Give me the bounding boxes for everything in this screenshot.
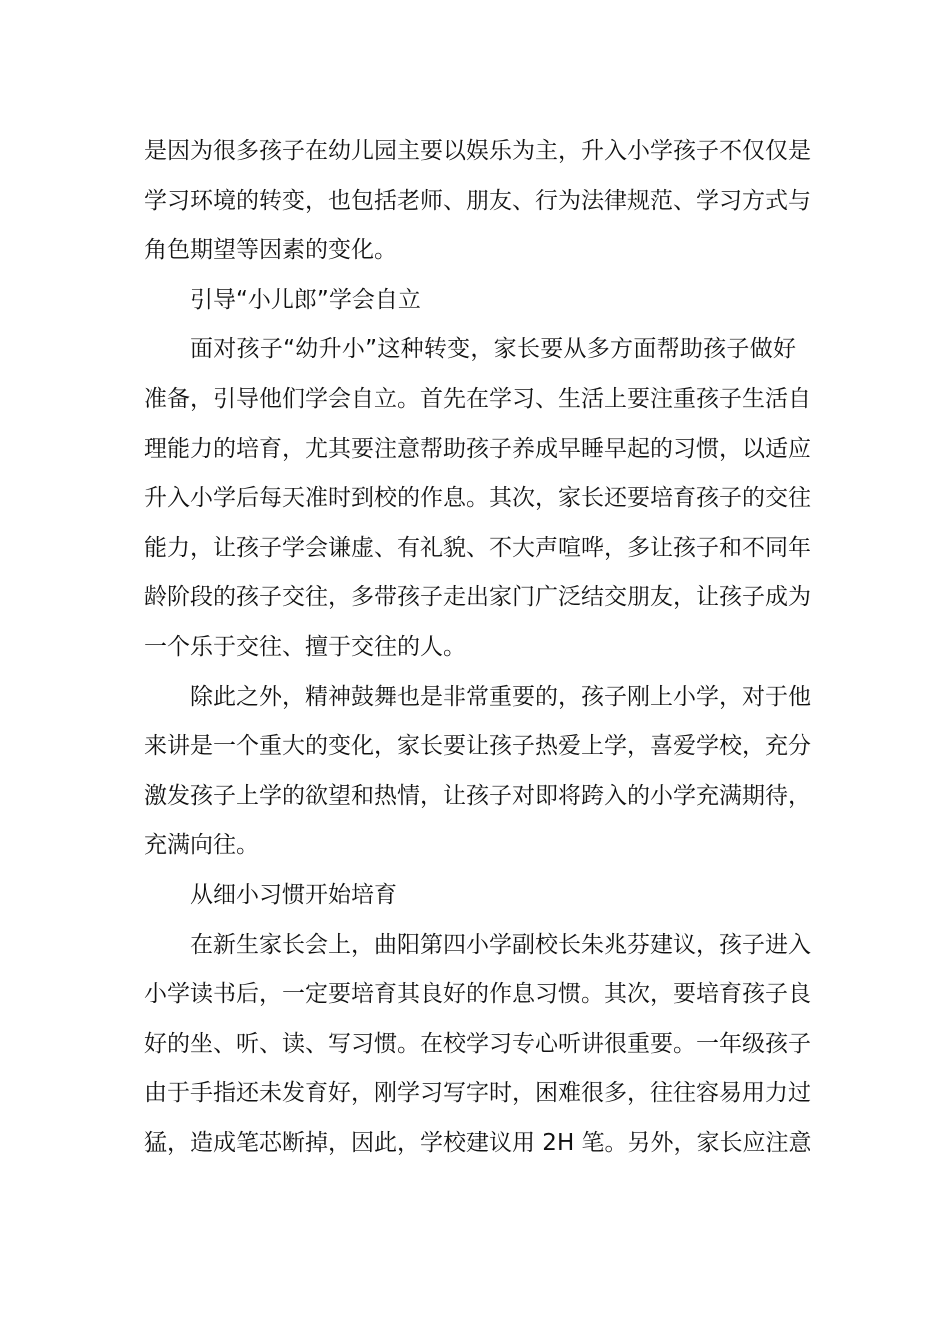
body-line: 好的坐、听、读、写习惯。在校学习专心听讲很重要。一年级孩子 [144, 1030, 811, 1057]
body-line: 除此之外，精神鼓舞也是非常重要的，孩子刚上小学，对于他 [190, 683, 811, 710]
body-line: 由于手指还未发育好，刚学习写字时，困难很多，往往容易用力过 [144, 1080, 811, 1107]
body-line: 在新生家长会上，曲阳第四小学副校长朱兆芬建议，孩子进入 [190, 931, 811, 958]
body-line: 能力，让孩子学会谦虚、有礼貌、不大声喧哗，多让孩子和不同年 [144, 534, 811, 561]
body-line: 猛，造成笔芯断掉，因此，学校建议用 2H 笔。另外，家长应注意 [144, 1129, 812, 1156]
body-line: 理能力的培育，尤其要注意帮助孩子养成早睡早起的习惯，以适应 [144, 435, 811, 462]
body-line: 是因为很多孩子在幼儿园主要以娱乐为主，升入小学孩子不仅仅是 [144, 138, 811, 164]
body-line: 一个乐于交往、擅于交往的人。 [144, 633, 466, 660]
body-line: 激发孩子上学的欲望和热情，让孩子对即将跨入的小学充满期待， [144, 782, 811, 809]
body-line: 小学读书后，一定要培育其良好的作息习惯。其次，要培育孩子良 [144, 981, 811, 1008]
body-line: 面对孩子“幼升小”这种转变，家长要从多方面帮助孩子做好 [190, 336, 796, 363]
body-line: 角色期望等因素的变化。 [144, 237, 397, 264]
section-heading: 引导“小儿郎”学会自立 [190, 286, 421, 313]
body-line: 升入小学后每天准时到校的作息。其次，家长还要培育孩子的交往 [144, 485, 811, 512]
body-line: 来讲是一个重大的变化，家长要让孩子热爱上学，喜爱学校，充分 [144, 733, 811, 760]
body-line: 准备，引导他们学会自立。首先在学习、生活上要注重孩子生活自 [144, 385, 811, 412]
body-line: 学习环境的转变，也包括老师、朋友、行为法律规范、学习方式与 [144, 187, 811, 214]
body-line: 龄阶段的孩子交往，多带孩子走出家门广泛结交朋友，让孩子成为 [144, 584, 811, 611]
body-line: 充满向往。 [144, 832, 259, 859]
article-body [144, 127, 812, 1168]
section-heading: 从细小习惯开始培育 [190, 881, 397, 908]
